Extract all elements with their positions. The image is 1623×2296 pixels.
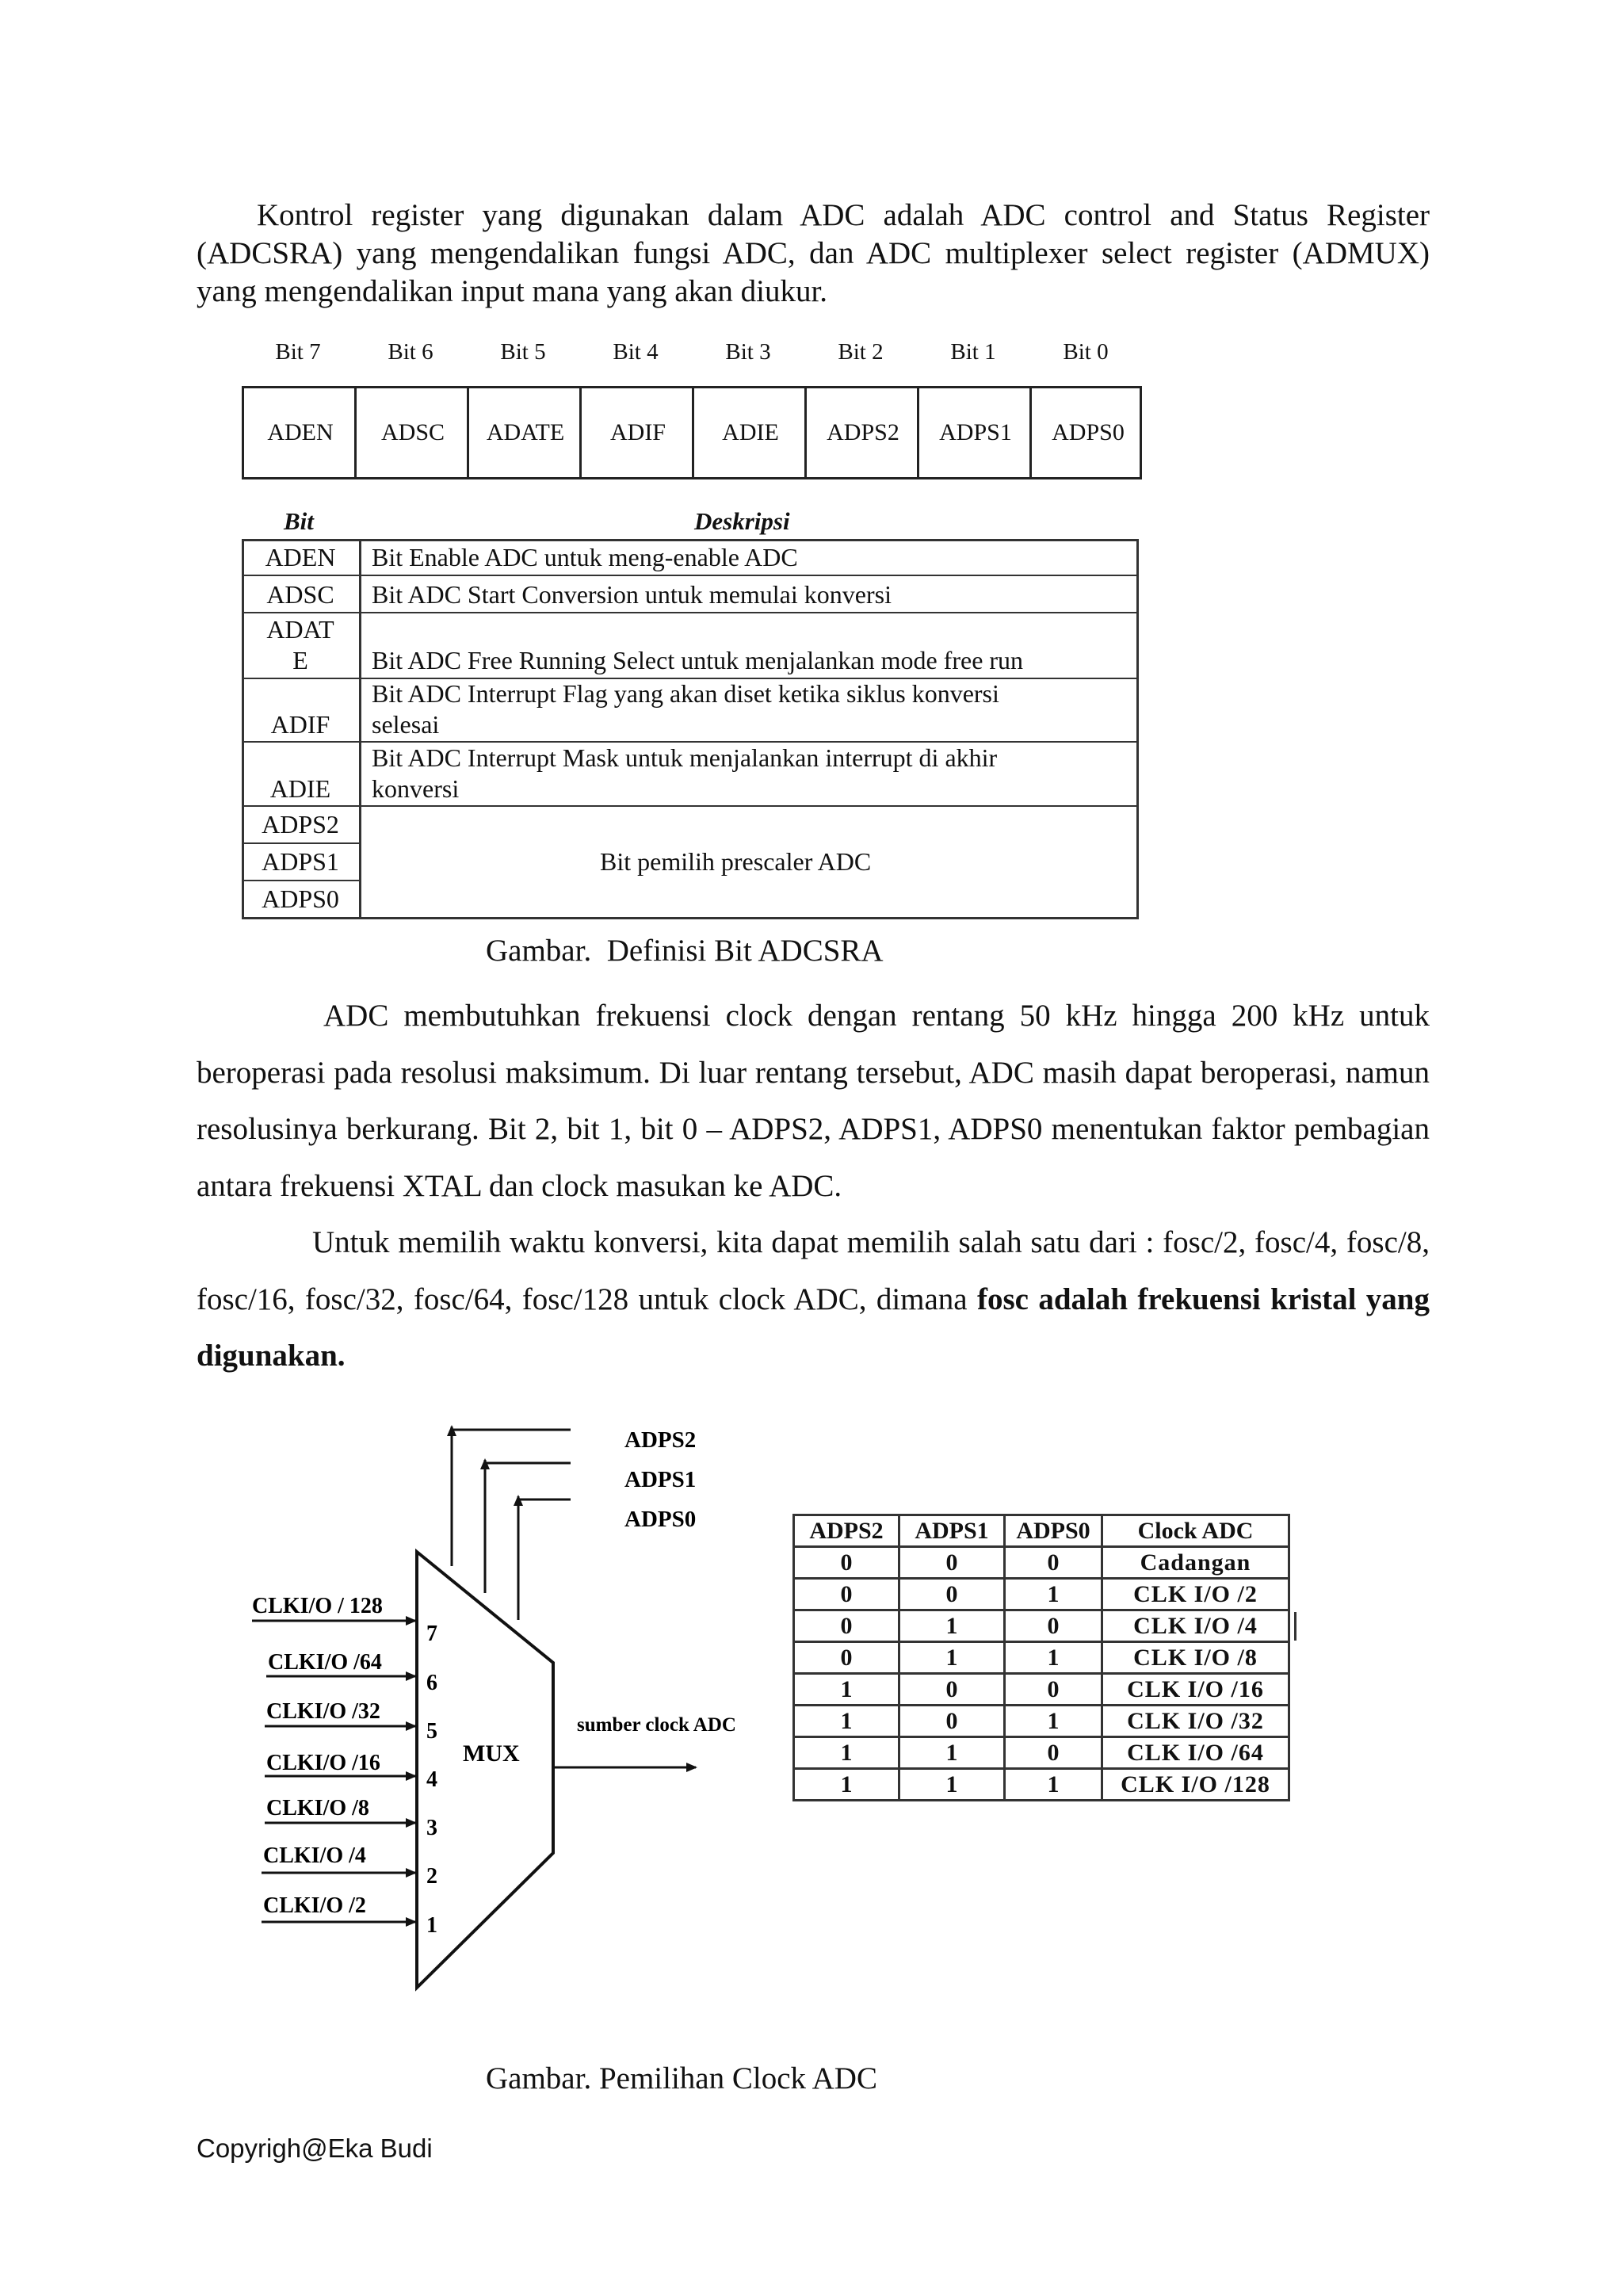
- figure-caption: Gambar. Pemilihan Clock ADC: [486, 2061, 877, 2095]
- table-cell: CLK I/O /8: [1102, 1642, 1289, 1674]
- register-bit-headers: [242, 339, 1142, 371]
- bit-header: Bit 2: [838, 339, 884, 365]
- table-cell: 0: [794, 1642, 899, 1674]
- bit-name: ADPS1: [262, 847, 339, 876]
- row-divider: [242, 880, 361, 881]
- mux-input: [262, 1893, 437, 1938]
- register-bit-cell: ADPS0: [1052, 419, 1125, 445]
- table-cell: 1: [1005, 1706, 1102, 1737]
- input-number: 2: [426, 1864, 437, 1889]
- select-label: ADPS2: [624, 1427, 697, 1453]
- table-cell: 0: [1005, 1674, 1102, 1706]
- table-cell: CLK I/O /64: [1102, 1737, 1289, 1769]
- row-divider: [242, 805, 1139, 807]
- input-number: 5: [426, 1719, 437, 1744]
- bit-name: ADSC: [266, 580, 334, 609]
- table-cell: 1: [899, 1769, 1005, 1801]
- bit-header: Bit 1: [950, 339, 996, 365]
- row-divider: [242, 575, 1139, 576]
- intro-paragraph: Kontrol register yang digunakan dalam ADC adalah ADC control and Status Register (ADCSRA) yang mengendalikan fungsi ADC, dan ADC multiplexer select register (ADMUX) yang mengendalikan input mana yang akan diukur.: [197, 198, 1430, 308]
- input-label: CLKI/O /32: [266, 1699, 380, 1724]
- row-divider: [242, 612, 1139, 613]
- table-cell: 1: [899, 1737, 1005, 1769]
- table-cell: 1: [794, 1706, 899, 1737]
- table-row: [794, 1547, 1289, 1579]
- table-cell: 0: [899, 1674, 1005, 1706]
- clock-select-table: [792, 1514, 1290, 1801]
- mux-input: [265, 1796, 437, 1840]
- table-cell: CLK I/O /32: [1102, 1706, 1289, 1737]
- table-cell: 1: [794, 1769, 899, 1801]
- row-divider: [242, 842, 361, 844]
- register-bit-cell: ADIE: [722, 419, 779, 445]
- select-line-adps2: [452, 1430, 571, 1566]
- prescaler-description: Bit pemilih prescaler ADC: [600, 847, 872, 876]
- input-label: CLKI/O / 128: [252, 1594, 383, 1618]
- paragraph-emphasis: fosc adalah frekuensi kristal yang digunakan.: [197, 1282, 1430, 1373]
- table-cell: 0: [899, 1706, 1005, 1737]
- select-line-adps0: [518, 1499, 571, 1620]
- column-header: ADPS0: [1005, 1515, 1102, 1547]
- table-cell: CLK I/O /4: [1102, 1610, 1289, 1642]
- table-border: [242, 539, 1139, 541]
- table-border: [1136, 539, 1139, 919]
- mux-input: [266, 1650, 437, 1695]
- table-header-row: [794, 1515, 1289, 1547]
- bit-name: ADEN: [265, 543, 336, 571]
- table-cell: CLK I/O /2: [1102, 1579, 1289, 1610]
- mux-input: [262, 1843, 437, 1889]
- register-bit-cell: ADPS2: [827, 419, 899, 445]
- table-cell: 0: [1005, 1610, 1102, 1642]
- table-cell: 1: [794, 1737, 899, 1769]
- table-row: [794, 1610, 1289, 1642]
- bit-description: Bit Enable ADC untuk meng-enable ADC: [372, 543, 798, 571]
- adcsra-register-table: [242, 386, 1142, 479]
- input-label: CLKI/O /8: [266, 1796, 369, 1820]
- table-cell: 1: [794, 1674, 899, 1706]
- figure-caption: Gambar. Definisi Bit ADCSRA: [486, 934, 884, 968]
- bit-name: ADIE: [269, 774, 331, 803]
- table-cell: 0: [794, 1610, 899, 1642]
- table-cell: Cadangan: [1102, 1547, 1289, 1579]
- table-border: [242, 917, 1139, 919]
- select-label: ADPS1: [624, 1467, 697, 1492]
- bit-header: Bit 7: [275, 339, 321, 365]
- bit-name: ADIF: [270, 710, 330, 739]
- bit-description: Bit ADC Interrupt Mask untuk menjalankan interrupt di akhir: [372, 743, 998, 772]
- table-cell: 0: [794, 1579, 899, 1610]
- select-label: ADPS0: [624, 1507, 697, 1532]
- bit-name: ADPS2: [262, 810, 339, 839]
- register-bit-cell: ADEN: [267, 419, 334, 445]
- bit-name: E: [292, 646, 308, 674]
- column-header: ADPS2: [794, 1515, 899, 1547]
- table-cell: 0: [899, 1579, 1005, 1610]
- input-label: CLKI/O /2: [263, 1893, 366, 1918]
- bit-header: Bit 4: [613, 339, 659, 365]
- column-header: Clock ADC: [1102, 1515, 1289, 1547]
- column-divider: [359, 539, 361, 919]
- table-row: [794, 1642, 1289, 1674]
- table-cell: 1: [899, 1610, 1005, 1642]
- footer-copyright: Copyrigh@Eka Budi: [197, 2134, 433, 2163]
- mux-input: [252, 1594, 437, 1646]
- table-cell: 1: [1005, 1769, 1102, 1801]
- table-row: [794, 1769, 1289, 1801]
- table-cell: CLK I/O /128: [1102, 1769, 1289, 1801]
- table-cell: 1: [1005, 1579, 1102, 1610]
- description-column-header: Deskripsi: [694, 507, 790, 535]
- paragraph-text: Untuk memilih waktu konversi, kita dapat memilih salah satu dari : fosc/2, fosc/4, fosc/8, fosc/16, fosc/32, fosc/64, fosc/128 untuk clock ADC, dimana: [197, 1225, 1430, 1316]
- input-label: CLKI/O /64: [268, 1650, 382, 1675]
- bit-header: Bit 0: [1063, 339, 1109, 365]
- table-cell: 0: [794, 1547, 899, 1579]
- bit-description: konversi: [372, 774, 460, 803]
- table-cell: CLK I/O /16: [1102, 1674, 1289, 1706]
- mux-input: [265, 1751, 437, 1792]
- register-bit-cell: ADIF: [609, 419, 666, 445]
- output-label: sumber clock ADC: [577, 1714, 736, 1736]
- table-cell: 0: [899, 1547, 1005, 1579]
- input-number: 6: [426, 1671, 437, 1695]
- input-label: CLKI/O /16: [266, 1751, 380, 1775]
- bit-description: Bit ADC Free Running Select untuk menjalankan mode free run: [372, 646, 1024, 674]
- table-row: [794, 1674, 1289, 1706]
- table-row: [794, 1706, 1289, 1737]
- input-number: 3: [426, 1816, 437, 1840]
- paragraph-clock-range: ADC membutuhkan frekuensi clock dengan rentang 50 kHz hingga 200 kHz untuk beroperasi pada resolusi maksimum. Di luar rentang tersebut, ADC masih dapat beroperasi, namun resolusinya berkurang. Bit 2, bit 1, bit 0 – ADPS2, ADPS1, ADPS0 menentukan faktor pembagian antara frekuensi XTAL dan clock masukan ke ADC.: [197, 999, 1430, 1203]
- table-row: [794, 1579, 1289, 1610]
- register-bit-cell: ADATE: [486, 419, 565, 445]
- bit-description: Bit ADC Interrupt Flag yang akan diset ketika siklus konversi: [372, 679, 999, 708]
- input-number: 1: [426, 1913, 437, 1938]
- mux-input: [265, 1699, 437, 1744]
- input-label: CLKI/O /4: [263, 1843, 366, 1868]
- table-cell: 0: [1005, 1737, 1102, 1769]
- table-row: [794, 1737, 1289, 1769]
- register-bit-cell: ADPS1: [939, 419, 1012, 445]
- table-edge-mark: [1294, 1612, 1296, 1641]
- register-bit-cell: ADSC: [380, 419, 445, 445]
- bit-header: Bit 5: [500, 339, 546, 365]
- bit-name: ADPS0: [262, 884, 339, 913]
- table-cell: 0: [1005, 1547, 1102, 1579]
- table-cell: 1: [1005, 1642, 1102, 1674]
- bit-header: Bit 6: [388, 339, 433, 365]
- input-number: 4: [426, 1767, 437, 1792]
- mux-diagram: [238, 1411, 792, 1997]
- paragraph-conversion-time: [197, 1214, 1430, 1385]
- table-cell: 1: [899, 1642, 1005, 1674]
- bit-name: ADAT: [266, 615, 334, 644]
- bit-description: selesai: [372, 710, 440, 739]
- input-number: 7: [426, 1622, 437, 1646]
- bit-column-header: Bit: [284, 507, 314, 535]
- bit-description-table: [242, 539, 1139, 919]
- mux-label: MUX: [463, 1740, 520, 1767]
- bit-header: Bit 3: [725, 339, 771, 365]
- column-header: ADPS1: [899, 1515, 1005, 1547]
- bit-description: Bit ADC Start Conversion untuk memulai konversi: [372, 580, 892, 609]
- select-line-adps1: [485, 1463, 571, 1593]
